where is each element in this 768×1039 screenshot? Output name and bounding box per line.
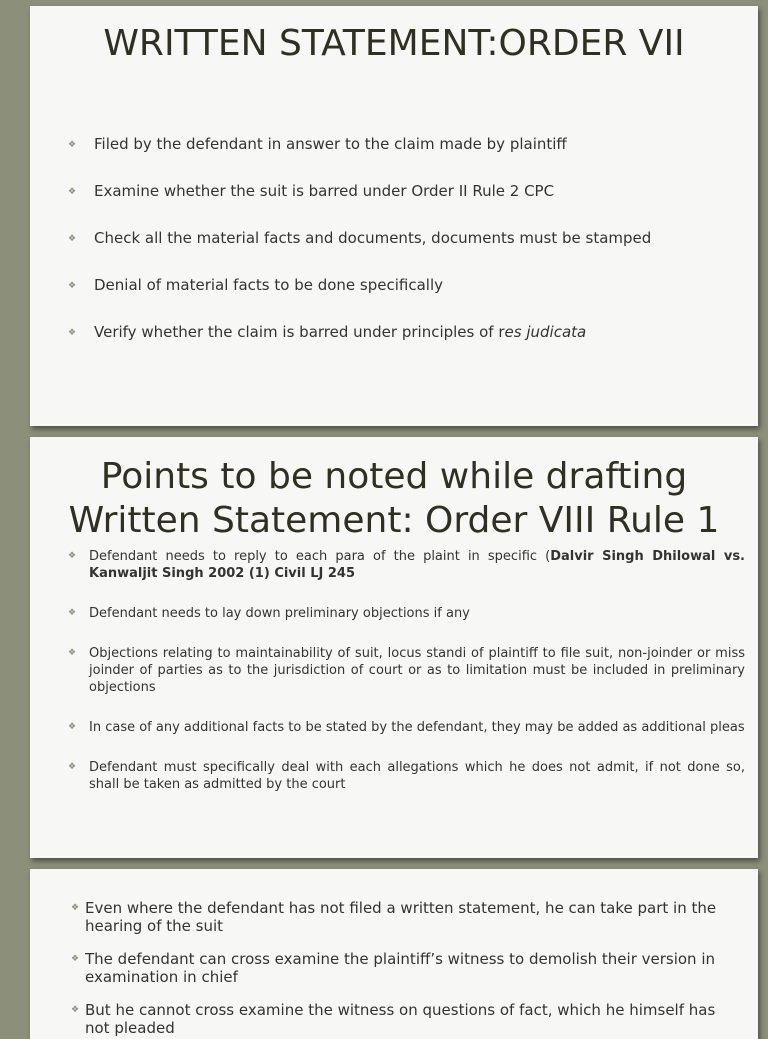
diamond-bullet-icon: ❖ <box>68 551 77 561</box>
list-item <box>68 605 745 622</box>
list-item <box>71 1001 735 1037</box>
bullet-text: Defendant needs to lay down preliminary objections if any <box>89 606 470 621</box>
bullet-text: Objections relating to maintainability of suit, locus standi of plaintiff to file suit, non-joinder or miss joinder of parties as to the jurisdiction of court or as to limitation must be included in preliminary objections <box>89 646 745 695</box>
bullet-text: Even where the defendant has not filed a written statement, he can take part in the hearing of the suit <box>85 899 717 935</box>
bullet-text: Defendant needs to reply to each para of the plaint in specific ( <box>89 549 551 564</box>
list-item <box>68 322 734 342</box>
diamond-bullet-icon: ❖ <box>68 187 77 197</box>
diamond-bullet-icon: ❖ <box>68 281 77 291</box>
list-item <box>68 134 734 154</box>
diamond-bullet-icon: ❖ <box>68 234 77 244</box>
slide-drafting-points <box>30 437 758 858</box>
list-item <box>68 275 734 295</box>
list-item <box>68 719 745 736</box>
bullet-text: Examine whether the suit is barred under Order II Rule 2 CPC <box>94 182 555 200</box>
list-item <box>68 228 734 248</box>
diamond-bullet-icon: ❖ <box>71 903 80 913</box>
diamond-bullet-icon: ❖ <box>68 140 77 150</box>
bullet-text: Denial of material facts to be done specifically <box>94 276 443 294</box>
bullet-text: In case of any additional facts to be stated by the defendant, they may be added as additional pleas <box>89 720 745 735</box>
list-item <box>71 899 735 935</box>
list-item <box>68 181 734 201</box>
diamond-bullet-icon: ❖ <box>68 762 77 772</box>
bullet-text: Verify whether the claim is barred under principles of r <box>94 323 505 341</box>
list-item <box>68 759 745 793</box>
diamond-bullet-icon: ❖ <box>68 648 77 658</box>
bullet-text: Defendant must specifically deal with each allegations which he does not admit, if not done so, shall be taken as admitted by the court <box>89 760 745 792</box>
bullet-text: The defendant can cross examine the plaintiff’s witness to demolish their version in examination in chief <box>85 950 716 986</box>
slide-defendant-participation <box>30 869 758 1039</box>
bullet-list <box>68 548 745 816</box>
diamond-bullet-icon: ❖ <box>71 954 80 964</box>
bullet-text: But he cannot cross examine the witness on questions of fact, which he himself has not pleaded <box>85 1001 716 1037</box>
diamond-bullet-icon: ❖ <box>71 1005 80 1015</box>
diamond-bullet-icon: ❖ <box>68 722 77 732</box>
list-item <box>68 645 745 696</box>
bullet-text: Filed by the defendant in answer to the claim made by plaintiff <box>94 135 567 153</box>
case-citation: Dalvir Singh Dhilowal vs. Kanwaljit Singh 2002 (1) Civil LJ 245 <box>89 549 745 581</box>
bullet-list <box>68 134 734 369</box>
diamond-bullet-icon: ❖ <box>68 608 77 618</box>
bullet-list <box>71 899 735 1039</box>
bullet-text-italic: es judicata <box>504 323 587 341</box>
diamond-bullet-icon: ❖ <box>68 328 77 338</box>
slide-written-statement-order-vii <box>30 6 758 426</box>
bullet-text: Check all the material facts and documents, documents must be stamped <box>94 229 652 247</box>
list-item <box>71 950 735 986</box>
slide-title: WRITTEN STATEMENT:ORDER VII <box>103 23 685 64</box>
slide-title: Points to be noted while drafting Written Statement: Order VIII Rule 1 <box>68 456 720 541</box>
list-item <box>68 548 745 582</box>
